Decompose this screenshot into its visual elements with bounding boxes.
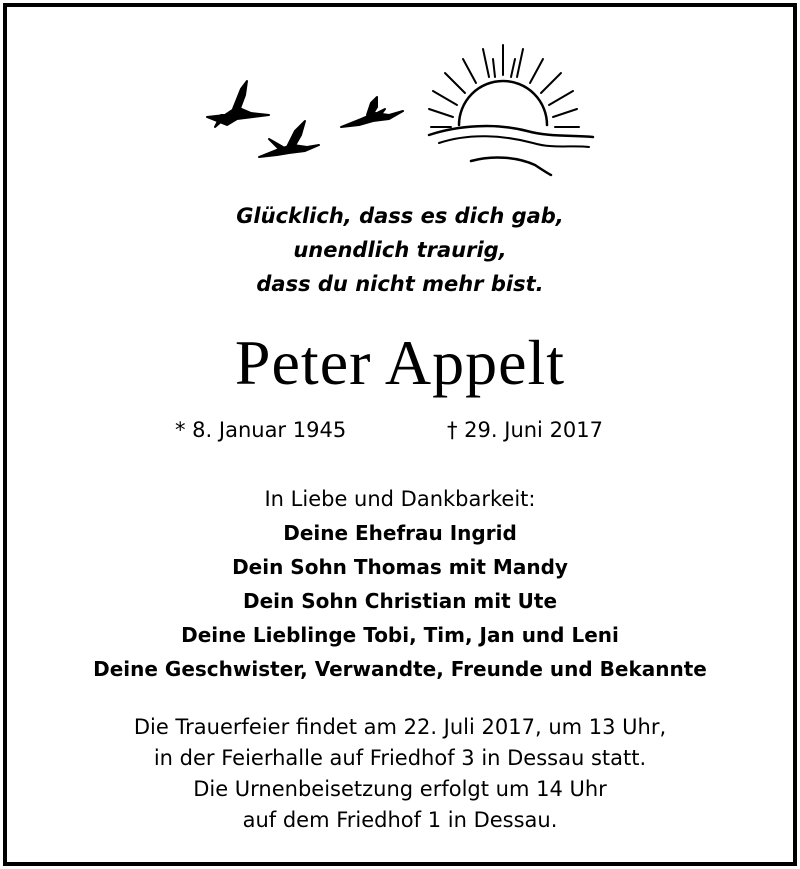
birth-date: * 8. Januar 1945	[175, 418, 347, 442]
memorial-quote	[7, 199, 793, 301]
quote-line: unendlich traurig,	[293, 238, 507, 262]
sunset-over-hills-icon	[429, 45, 593, 175]
family-member: Dein Sohn Thomas mit Mandy	[232, 555, 568, 579]
deceased-name: Peter Appelt	[234, 327, 566, 398]
family-intro: In Liebe und Dankbarkeit:	[264, 487, 536, 511]
family-member: Deine Ehefrau Ingrid	[283, 521, 517, 545]
quote-line: Glücklich, dass es dich gab,	[236, 204, 564, 228]
death-date: † 29. Juni 2017	[447, 418, 604, 442]
funeral-notice	[7, 712, 793, 836]
notice-line: Die Urnenbeisetzung erfolgt um 14 Uhr	[193, 777, 607, 801]
quote-line: dass du nicht mehr bist.	[256, 272, 544, 296]
obituary-frame	[3, 3, 797, 866]
obituary-illustration	[197, 39, 607, 179]
notice-line: in der Feierhalle auf Friedhof 3 in Dessau statt.	[153, 746, 647, 770]
family-member: Dein Sohn Christian mit Ute	[242, 589, 558, 613]
family-member: Deine Geschwister, Verwandte, Freunde und Bekannte	[93, 657, 707, 681]
family-section	[7, 482, 793, 686]
family-member: Deine Lieblinge Tobi, Tim, Jan und Leni	[181, 623, 619, 647]
notice-line: Die Trauerfeier findet am 22. Juli 2017, um 13 Uhr,	[133, 715, 667, 739]
flying-birds-icon	[207, 81, 403, 157]
notice-line: auf dem Friedhof 1 in Dessau.	[242, 808, 558, 832]
